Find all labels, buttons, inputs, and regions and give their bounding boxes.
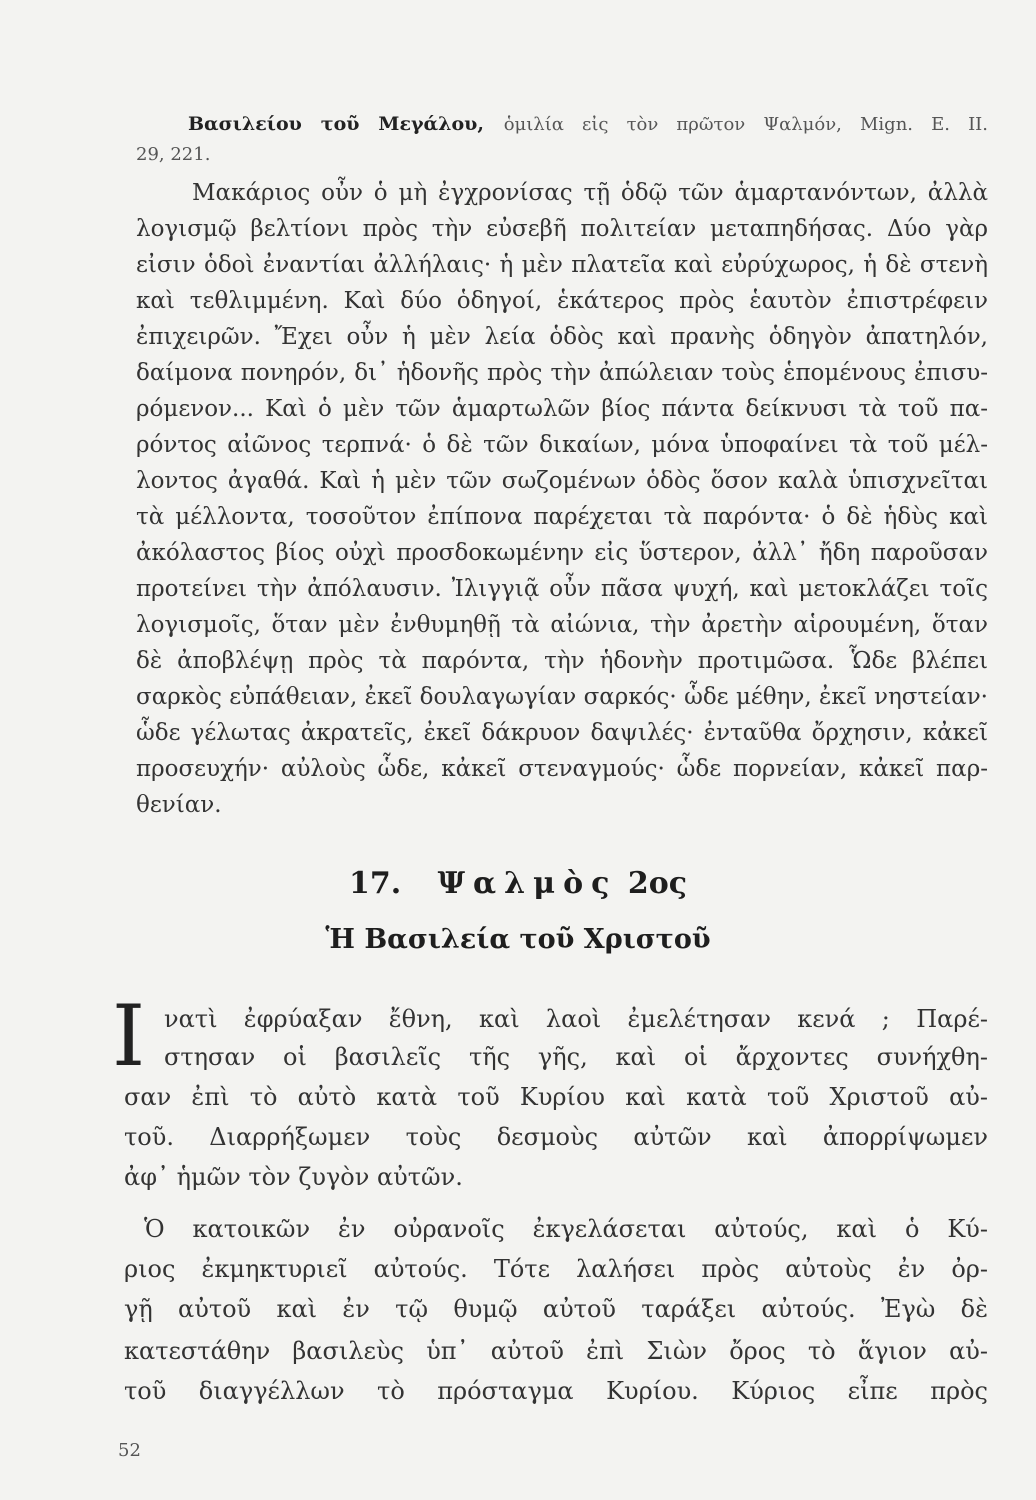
chapter-number: 17. — [348, 866, 402, 901]
chapter-ordinal: 2ος — [627, 866, 687, 901]
source-work: ὁμιλία εἰς τὸν πρῶτον Ψαλμόν, Mign. E. II. — [503, 114, 989, 135]
body-line: λογισμοῖς, ὅταν μὲν ἐνθυμηθῇ τὰ αἰώνια, τὴν ἀρετὴν αἱρουμένη, ὅταν — [136, 612, 988, 638]
source-reference: 29, 221. — [136, 144, 211, 165]
body-line: λοντος ἀγαθά. Καὶ ἡ μὲν τῶν σωζομένων ὁδὸς ὅσον καλὰ ὑπισχνεῖται — [136, 468, 988, 494]
body-line: προσευχήν· αὐλοὺς ὧδε, κἀκεῖ στεναγμούς· ὧδε πορνείαν, κἀκεῖ παρ- — [136, 756, 988, 782]
body-line: προτείνει τὴν ἀπόλαυσιν. Ἰλιγγιᾷ οὖν πᾶσα ψυχή, καὶ μετοκλάζει τοῖς — [136, 576, 988, 602]
body-line: θενίαν. — [136, 792, 222, 818]
chapter-title: Ἡ Βασιλεία τοῦ Χριστοῦ — [325, 924, 711, 955]
body-line: ἀκόλαστος βίος οὐχὶ προσδοκωμένην εἰς ὕστερον, ἀλλ᾽ ἤδη παροῦσαν — [136, 540, 988, 566]
body-line: ρόντος αἰῶνος τερπνά· ὁ δὲ τῶν δικαίων, μόνα ὑποφαίνει τὰ τοῦ μέλ- — [136, 432, 988, 458]
source-citation — [188, 106, 988, 142]
body-line: καὶ τεθλιμμένη. Καὶ δύο ὁδηγοί, ἑκάτερος πρὸς ἑαυτὸν ἐπιστρέφειν — [136, 288, 988, 314]
body-line: ρόμενον... Καὶ ὁ μὲν τῶν ἁμαρτωλῶν βίος πάντα δείκνυσι τὰ τοῦ πα- — [136, 396, 988, 422]
body-line: δὲ ἀποβλέψῃ πρὸς τὰ παρόντα, τὴν ἡδονὴν προτιμῶσα. Ὧδε βλέπει — [136, 648, 988, 674]
body-line: σαρκὸς εὐπάθειαν, ἐκεῖ δουλαγωγίαν σαρκός· ὧδε μέθην, ἐκεῖ νηστείαν· — [136, 684, 988, 710]
body-line: Μακάριος οὖν ὁ μὴ ἐγχρονίσας τῇ ὁδῷ τῶν ἁμαρτανόντων, ἀλλὰ — [192, 180, 988, 206]
chapter-heading — [0, 866, 1036, 901]
body-line: λογισμῷ βελτίονι πρὸς τὴν εὐσεβῆ πολιτείαν μεταπηδήσας. Δύο γὰρ — [136, 216, 988, 242]
psalm-line: ἀφ᾽ ἡμῶν τὸν ζυγὸν αὐτῶν. — [124, 1163, 463, 1191]
body-line: τὰ μέλλοντα, τοσοῦτον ἐπίπονα παρέχεται τὰ παρόντα· ὁ δὲ ἡδὺς καὶ — [136, 504, 988, 530]
drop-cap: Ι — [112, 987, 146, 1085]
body-line: ἐπιχειρῶν. Ἔχει οὖν ἡ μὲν λεία ὁδὸς καὶ πρανὴς ὁδηγὸν ἀπατηλόν, — [136, 324, 988, 350]
psalm-line: τοῦ διαγγέλλων τὸ πρόσταγμα Κυρίου. Κύριος εἶπε πρὸς — [124, 1377, 988, 1405]
page-number: 52 — [118, 1440, 141, 1461]
psalm-line: Ὁ κατοικῶν ἐν οὐρανοῖς ἐκγελάσεται αὐτούς, καὶ ὁ Κύ- — [144, 1215, 988, 1243]
body-line: ὧδε γέλωτας ἀκρατεῖς, ἐκεῖ δάκρυον δαψιλές· ἐνταῦθα ὄρχησιν, κἀκεῖ — [136, 720, 988, 746]
body-line: δαίμονα πονηρόν, δι᾽ ἡδονῆς πρὸς τὴν ἀπώλειαν τοὺς ἑπομένους ἐπισυ- — [136, 360, 988, 386]
source-author: Βασιλείου τοῦ Μεγάλου, — [188, 113, 484, 135]
psalm-line: νατὶ ἐφρύαξαν ἔθνη, καὶ λαοὶ ἐμελέτησαν κενά ; Παρέ- — [164, 1005, 988, 1033]
psalm-line: ριος ἐκμηκτυριεῖ αὐτούς. Τότε λαλήσει πρὸς αὐτοὺς ἐν ὀρ- — [124, 1255, 988, 1283]
psalm-line: στησαν οἱ βασιλεῖς τῆς γῆς, καὶ οἱ ἄρχοντες συνήχθη- — [164, 1043, 988, 1071]
body-line: εἰσιν ὁδοὶ ἐναντίαι ἀλλήλαις· ἡ μὲν πλατεῖα καὶ εὐρύχωρος, ἡ δὲ στενὴ — [136, 252, 988, 278]
psalm-line: γῇ αὐτοῦ καὶ ἐν τῷ θυμῷ αὐτοῦ ταράξει αὐτούς. Ἐγὼ δὲ — [124, 1295, 988, 1323]
psalm-line: σαν ἐπὶ τὸ αὐτὸ κατὰ τοῦ Κυρίου καὶ κατὰ τοῦ Χριστοῦ αὐ- — [124, 1083, 988, 1111]
chapter-name: Ψαλμὸς — [437, 866, 618, 901]
psalm-line: κατεστάθην βασιλεὺς ὑπ᾽ αὐτοῦ ἐπὶ Σιὼν ὄρος τὸ ἅγιον αὐ- — [124, 1337, 988, 1365]
psalm-line: τοῦ. Διαρρήξωμεν τοὺς δεσμοὺς αὐτῶν καὶ ἀπορρίψωμεν — [124, 1123, 988, 1151]
